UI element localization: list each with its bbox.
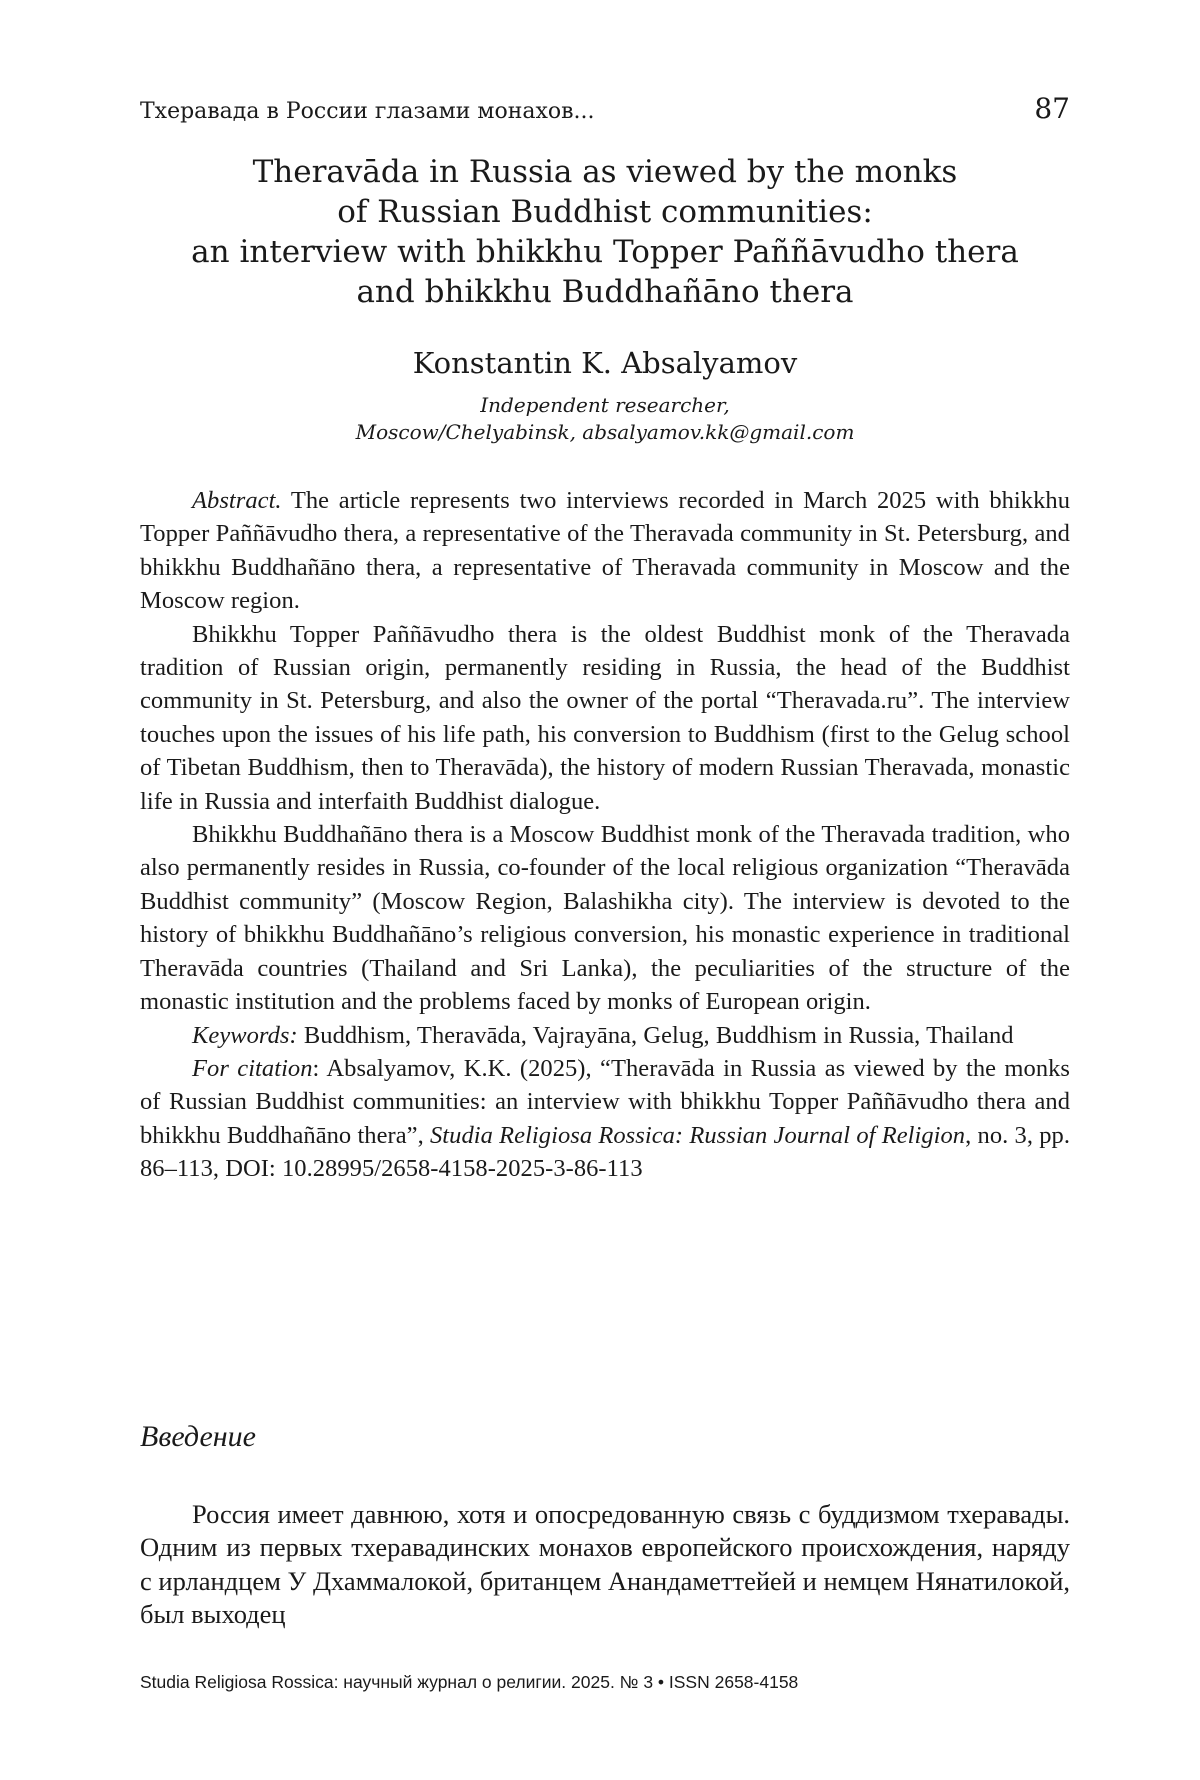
intro-paragraph: Россия имеет давнюю, хотя и опосредованную связь с буддизмом тхеравады. Одним из первых тхеравадинских монахов европейского происхождения, наряду с ирландцем У Дхаммалокой, британцем Анандаметтейей и немцем Нянатилокой, был выходец [140, 1499, 1070, 1630]
running-head [140, 92, 1070, 125]
affiliation-line: Independent researcher, [480, 393, 730, 417]
keywords-label: Keywords: [192, 1021, 298, 1049]
citation-text: : Absalyamov, K.K. (2025), “Theravāda in Russia as viewed by the monks of Russian Buddhist communities: an interview with bhikkhu Topper Paññāvudho thera and bhikkhu Buddhañāno thera”, [140, 1054, 1071, 1149]
author-name: Konstantin K. Absalyamov [412, 346, 798, 380]
intro-section [140, 1498, 1070, 1632]
abstract-paragraph-1 [140, 484, 1070, 618]
running-title: Тхеравада в России глазами монахов... [140, 99, 595, 124]
page-number: 87 [1034, 92, 1070, 125]
abstract-paragraph-2: Bhikkhu Topper Paññāvudho thera is the oldest Buddhist monk of the Theravada tradition of Russian origin, permanently residing in Russia, the head of the Buddhist community in St. Petersburg, and also the owner of the portal “Theravada.ru”. The interview touches upon the issues of his life path, his conversion to Buddhism (first to the Gelug school of Tibetan Buddhism, then to Theravāda), the history of modern Russian Theravada, monastic life in Russia and interfaith Buddhist dialogue. [140, 620, 1070, 815]
citation-label: For citation [192, 1054, 313, 1082]
author-affiliation [140, 392, 1070, 446]
section-heading: Введение [140, 1420, 256, 1453]
title-line: Theravāda in Russia as viewed by the monks [252, 154, 958, 190]
title-line: and bhikkhu Buddhañāno thera [356, 274, 854, 310]
citation [140, 1052, 1070, 1186]
title-line: of Russian Buddhist communities: [337, 194, 873, 230]
keywords [140, 1019, 1070, 1052]
citation-text-end: , no. 3, pp. 86–113, DOI: 10.28995/2658-4158-2025-3-86-113 [140, 1121, 1071, 1183]
abstract-label: Abstract. [192, 487, 282, 514]
keywords-text: Buddhism, Theravāda, Vajrayāna, Gelug, Buddhism in Russia, Thailand [297, 1021, 1014, 1049]
abstract-paragraph-3: Bhikkhu Buddhañāno thera is a Moscow Buddhist monk of the Theravada tradition, who also permanently resides in Russia, co-founder of the local religious organization “Theravāda Buddhist community” (Moscow Region, Balashikha city). The interview is devoted to the history of bhikkhu Buddhañāno’s religious conversion, his monastic experience in traditional Theravāda countries (Thailand and Sri Lanka), the peculiarities of the structure of the monastic institution and the problems faced by monks of European origin. [140, 821, 1070, 1016]
affiliation-email-line: Moscow/Chelyabinsk, absalyamov.kk@gmail.com [355, 420, 855, 444]
title-line: an interview with bhikkhu Topper Paññāvudho thera [191, 234, 1019, 270]
citation-journal: Studia Religiosa Rossica: Russian Journal of Religion [430, 1121, 966, 1149]
page-footer: Studia Religiosa Rossica: научный журнал о религии. 2025. № 3 • ISSN 2658-4158 [140, 1672, 799, 1692]
abstract-text: The article represents two interviews recorded in March 2025 with bhikkhu Topper Paññāvudho thera, a representative of the Theravada community in St. Petersburg, and bhikkhu Buddhañāno thera, a representative of Theravada community in Moscow and the Moscow region. [140, 487, 1070, 615]
abstract [140, 484, 1070, 1186]
article-title [140, 152, 1070, 312]
